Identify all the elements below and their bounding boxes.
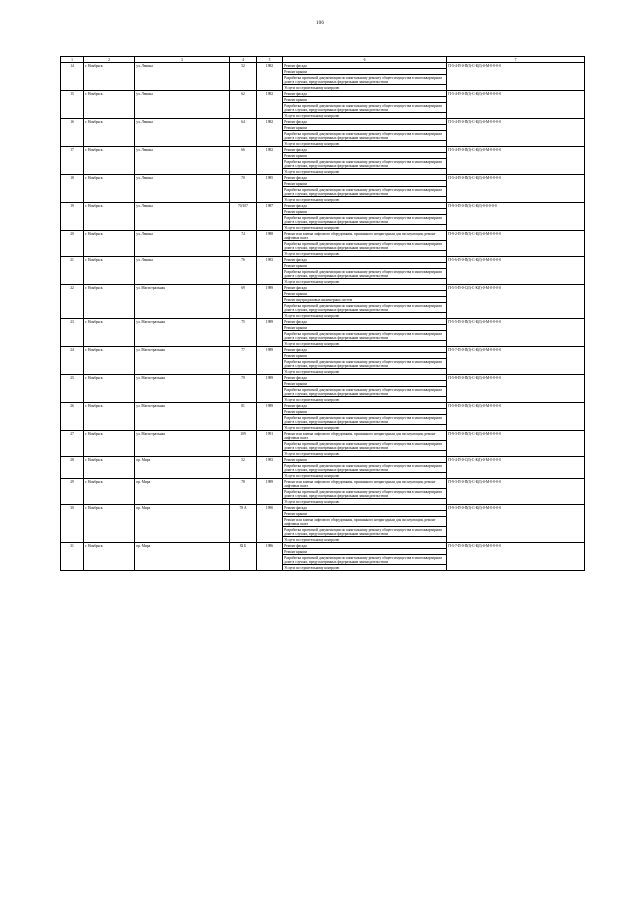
work-type-cell: Ремонт крыши xyxy=(283,69,447,75)
work-type-cell: Ремонт фасада xyxy=(283,403,447,409)
year-cell: 1989 xyxy=(257,319,283,347)
work-type-cell: Услуги по строительному контролю xyxy=(283,225,447,231)
work-type-cell: Услуги по строительному контролю xyxy=(283,85,447,91)
work-type-cell: Услуги по строительному контролю xyxy=(283,565,447,571)
work-type-cell: Ремонт крыши xyxy=(283,181,447,187)
work-type-cell: Разработка проектной документации по капитальному ремонту общего имущества в многоквартирном доме в случаях, предусмотренных федеральным законодательством xyxy=(283,159,447,169)
column-header: 1 xyxy=(61,57,84,63)
work-type-cell: Разработка проектной документации по капитальному ремонту общего имущества в многоквартирном доме в случаях, предусмотренных федеральным законодательством xyxy=(283,555,447,565)
work-type-cell: Разработка проектной документации по капитальному ремонту общего имущества в многоквартирном доме в случаях, предусмотренных федеральным законодательством xyxy=(283,441,447,451)
house-number-cell: 76 xyxy=(230,257,257,285)
street-cell: ул. Магистральная xyxy=(135,319,230,347)
work-type-cell: Ремонт крыши xyxy=(283,97,447,103)
row-number-cell: 27 xyxy=(61,431,84,457)
work-type-cell: Разработка проектной документации по капитальному ремонту общего имущества в многоквартирном доме в случаях, предусмотренных федеральным законодательством xyxy=(283,215,447,225)
house-number-cell: 64 xyxy=(230,119,257,147)
work-code-cell: П-5-7-П-0-П(І)-С-К(І)-0-М-0-0-0-0 xyxy=(447,347,585,375)
city-cell: г. Ноябрьск xyxy=(84,63,135,91)
work-code-cell: П-9-3-П-0-П(І)-С-К(І)-0-0-0-0-0 xyxy=(447,203,585,231)
year-cell: 1983 xyxy=(257,457,283,479)
house-number-cell: 74 xyxy=(230,231,257,257)
year-cell: 1986 xyxy=(257,543,283,571)
work-type-cell: Услуги по строительному контролю xyxy=(283,341,447,347)
work-type-cell: Ремонт или замена лифтового оборудования, признанного непригодным для эксплуатации, ремонт лифтовых шахт xyxy=(283,517,447,527)
work-type-cell: Услуги по строительному контролю xyxy=(283,473,447,479)
work-type-cell: Услуги по строительному контролю xyxy=(283,279,447,285)
work-type-cell: Ремонт фасада xyxy=(283,175,447,181)
work-type-cell: Услуги по строительному контролю xyxy=(283,369,447,375)
city-cell: г. Ноябрьск xyxy=(84,375,135,403)
year-cell: 1983 xyxy=(257,257,283,285)
row-number-cell: 14 xyxy=(61,63,84,91)
street-cell: ул. Ленина xyxy=(135,203,230,231)
row-number-cell: 20 xyxy=(61,231,84,257)
house-number-cell: 78 xyxy=(230,479,257,505)
house-number-cell: 109 xyxy=(230,431,257,457)
year-cell: 1991 xyxy=(257,431,283,457)
work-type-cell: Услуги по строительному контролю xyxy=(283,251,447,257)
street-cell: ул. Ленина xyxy=(135,91,230,119)
work-type-cell: Разработка проектной документации по капитальному ремонту общего имущества в многоквартирном доме в случаях, предусмотренных федеральным законодательством xyxy=(283,241,447,251)
work-type-cell: Разработка проектной документации по капитальному ремонту общего имущества в многоквартирном доме в случаях, предусмотренных федеральным законодательством xyxy=(283,489,447,499)
work-type-cell: Разработка проектной документации по капитальному ремонту общего имущества в многоквартирном доме в случаях, предусмотренных федеральным законодательством xyxy=(283,387,447,397)
row-number-cell: 26 xyxy=(61,403,84,431)
work-type-cell: Ремонт фасада xyxy=(283,203,447,209)
street-cell: пр. Мира xyxy=(135,543,230,571)
house-number-cell: 70 xyxy=(230,175,257,203)
house-number-cell: 77 xyxy=(230,347,257,375)
work-type-cell: Услуги по строительному контролю xyxy=(283,397,447,403)
street-cell: ул. Ленина xyxy=(135,231,230,257)
work-type-cell: Ремонт крыши xyxy=(283,325,447,331)
row-number-cell: 24 xyxy=(61,347,84,375)
work-type-cell: Ремонт крыши xyxy=(283,153,447,159)
table-row xyxy=(61,431,585,441)
row-number-cell: 19 xyxy=(61,203,84,231)
column-header: 5 xyxy=(257,57,283,63)
work-type-cell: Разработка проектной документации по капитальному ремонту общего имущества в многоквартирном доме в случаях, предусмотренных федеральным законодательством xyxy=(283,269,447,279)
street-cell: ул. Ленина xyxy=(135,119,230,147)
house-number-cell: 52 xyxy=(230,457,257,479)
work-type-cell: Разработка проектной документации по капитальному ремонту общего имущества в многоквартирном доме в случаях, предусмотренных федеральным законодательством xyxy=(283,303,447,313)
row-number-cell: 29 xyxy=(61,479,84,505)
work-type-cell: Ремонт фасада xyxy=(283,543,447,549)
work-code-cell: П-9-2-П-0-П(І)-С-К(І)-0-М-0-0-0-0 xyxy=(447,231,585,257)
year-cell: 1988 xyxy=(257,231,283,257)
work-code-cell: П-9-3-П-0-П(І)-С-К(І)-0-М-0-0-0-0 xyxy=(447,479,585,505)
house-number-cell: 78 А xyxy=(230,505,257,543)
city-cell: г. Ноябрьск xyxy=(84,347,135,375)
work-type-cell: Ремонт или замена лифтового оборудования, признанного непригодным для эксплуатации, ремонт лифтовых шахт xyxy=(283,231,447,241)
work-type-cell: Ремонт фасада xyxy=(283,147,447,153)
capital-repair-table xyxy=(60,56,585,571)
work-code-cell: П-5-8-П-0-П(І)-С-К(І)-0-М-0-0-0-0 xyxy=(447,375,585,403)
street-cell: ул. Магистральная xyxy=(135,431,230,457)
work-type-cell: Ремонт крыши xyxy=(283,549,447,555)
work-type-cell: Разработка проектной документации по капитальному ремонту общего имущества в многоквартирном доме в случаях, предусмотренных федеральным законодательством xyxy=(283,463,447,473)
work-type-cell: Ремонт фасада xyxy=(283,375,447,381)
work-type-cell: Разработка проектной документации по капитальному ремонту общего имущества в многоквартирном доме в случаях, предусмотренных федеральным законодательством xyxy=(283,103,447,113)
street-cell: ул. Ленина xyxy=(135,63,230,91)
work-code-cell: П-5-8-П-0-П(І)-С-К(І)-0-М-0-0-0-0 xyxy=(447,403,585,431)
city-cell: г. Ноябрьск xyxy=(84,403,135,431)
city-cell: г. Ноябрьск xyxy=(84,91,135,119)
work-type-cell: Услуги по строительному контролю xyxy=(283,313,447,319)
row-number-cell: 18 xyxy=(61,175,84,203)
city-cell: г. Ноябрьск xyxy=(84,175,135,203)
work-code-cell: П-5-7-П-0-П(І)-С-К(І)-0-М-0-0-0-0 xyxy=(447,543,585,571)
work-code-cell: П-9-3-П-0-П(І)-С-К(І)-0-М-0-0-0-0 xyxy=(447,431,585,457)
house-number-cell: 70/107 xyxy=(230,203,257,231)
work-type-cell: Ремонт крыши xyxy=(283,209,447,215)
page-number: 106 xyxy=(315,21,325,26)
row-number-cell: 17 xyxy=(61,147,84,175)
work-code-cell: П-5-4-П-0-П(І)-С-К(І)-0-М-0-0-0-0 xyxy=(447,175,585,203)
work-type-cell: Услуги по строительному контролю xyxy=(283,499,447,505)
work-type-cell: Ремонт или замена лифтового оборудования, признанного непригодным для эксплуатации, ремонт лифтовых шахт xyxy=(283,479,447,489)
house-number-cell: 69 xyxy=(230,285,257,319)
table-row xyxy=(61,479,585,489)
work-type-cell: Услуги по строительному контролю xyxy=(283,141,447,147)
house-number-cell: 52 xyxy=(230,63,257,91)
year-cell: 1982 xyxy=(257,91,283,119)
row-number-cell: 21 xyxy=(61,257,84,285)
work-code-cell: П-5-4-П-0-П(І)-С-К(І)-0-М-0-0-0-0 xyxy=(447,119,585,147)
street-cell: ул. Ленина xyxy=(135,147,230,175)
column-header: 3 xyxy=(135,57,230,63)
work-type-cell: Ремонт крыши xyxy=(283,409,447,415)
street-cell: пр. Мира xyxy=(135,479,230,505)
street-cell: пр. Мира xyxy=(135,505,230,543)
work-type-cell: Разработка проектной документации по капитальному ремонту общего имущества в многоквартирном доме в случаях, предусмотренных федеральным законодательством xyxy=(283,331,447,341)
year-cell: 1982 xyxy=(257,63,283,91)
street-cell: ул. Магистральная xyxy=(135,347,230,375)
work-code-cell: П-5-6-П-0-П(І)-С-К(І)-0-М-0-0-0-0 xyxy=(447,257,585,285)
street-cell: ул. Магистральная xyxy=(135,285,230,319)
work-type-cell: Разработка проектной документации по капитальному ремонту общего имущества в многоквартирном доме в случаях, предусмотренных федеральным законодательством xyxy=(283,527,447,537)
street-cell: ул. Магистральная xyxy=(135,403,230,431)
work-type-cell: Ремонт фасада xyxy=(283,63,447,69)
row-number-cell: 28 xyxy=(61,457,84,479)
year-cell: 1990 xyxy=(257,505,283,543)
city-cell: г. Ноябрьск xyxy=(84,457,135,479)
work-type-cell: Ремонт фасада xyxy=(283,505,447,511)
work-type-cell: Услуги по строительному контролю xyxy=(283,451,447,457)
work-code-cell: П-5-4-П-0-П(І)-С-К(І)-0-М-0-0-0-0 xyxy=(447,63,585,91)
row-number-cell: 31 xyxy=(61,543,84,571)
city-cell: г. Ноябрьск xyxy=(84,119,135,147)
work-type-cell: Услуги по строительному контролю xyxy=(283,425,447,431)
row-number-cell: 22 xyxy=(61,285,84,319)
row-number-cell: 23 xyxy=(61,319,84,347)
city-cell: г. Ноябрьск xyxy=(84,203,135,231)
work-type-cell: Ремонт фасада xyxy=(283,347,447,353)
year-cell: 1989 xyxy=(257,403,283,431)
street-cell: ул. Магистральная xyxy=(135,375,230,403)
work-type-cell: Ремонт или замена лифтового оборудования, признанного непригодным для эксплуатации, ремонт лифтовых шахт xyxy=(283,431,447,441)
row-number-cell: 30 xyxy=(61,505,84,543)
work-code-cell: П-5-4-П-0-С(І)-С-К(І)-0-М-0-0-0-0 xyxy=(447,457,585,479)
year-cell: 1985 xyxy=(257,175,283,203)
year-cell: 1987 xyxy=(257,203,283,231)
city-cell: г. Ноябрьск xyxy=(84,257,135,285)
column-header: 6 xyxy=(283,57,447,63)
work-type-cell: Ремонт крыши xyxy=(283,457,447,463)
work-type-cell: Ремонт фасада xyxy=(283,257,447,263)
year-cell: 1989 xyxy=(257,347,283,375)
city-cell: г. Ноябрьск xyxy=(84,231,135,257)
house-number-cell: 62 xyxy=(230,91,257,119)
city-cell: г. Ноябрьск xyxy=(84,147,135,175)
year-cell: 1982 xyxy=(257,147,283,175)
work-type-cell: Услуги по строительному контролю xyxy=(283,113,447,119)
work-type-cell: Услуги по строительному контролю xyxy=(283,197,447,203)
work-code-cell: П-5-5-П-0-П(І)-С-К(І)-0-М-0-0-0-0 xyxy=(447,319,585,347)
work-type-cell: Ремонт крыши xyxy=(283,125,447,131)
column-header: 7 xyxy=(447,57,585,63)
row-number-cell: 16 xyxy=(61,119,84,147)
house-number-cell: 79 xyxy=(230,375,257,403)
city-cell: г. Ноябрьск xyxy=(84,319,135,347)
work-type-cell: Ремонт внутридомовых инженерных систем xyxy=(283,297,447,303)
city-cell: г. Ноябрьск xyxy=(84,505,135,543)
work-type-cell: Услуги по строительному контролю xyxy=(283,169,447,175)
work-type-cell: Ремонт крыши xyxy=(283,263,447,269)
column-header: 4 xyxy=(230,57,257,63)
work-type-cell: Ремонт крыши xyxy=(283,511,447,517)
work-type-cell: Ремонт фасада xyxy=(283,285,447,291)
table-row xyxy=(61,231,585,241)
house-number-cell: 81 xyxy=(230,403,257,431)
work-type-cell: Разработка проектной документации по капитальному ремонту общего имущества в многоквартирном доме в случаях, предусмотренных федеральным законодательством xyxy=(283,187,447,197)
work-code-cell: П-5-4-П-0-П(І)-С-К(І)-0-М-0-0-0-0 xyxy=(447,91,585,119)
year-cell: 1989 xyxy=(257,285,283,319)
work-type-cell: Разработка проектной документации по капитальному ремонту общего имущества в многоквартирном доме в случаях, предусмотренных федеральным законодательством xyxy=(283,359,447,369)
work-type-cell: Ремонт крыши xyxy=(283,381,447,387)
work-type-cell: Ремонт фасада xyxy=(283,319,447,325)
street-cell: ул. Ленина xyxy=(135,175,230,203)
row-number-cell: 15 xyxy=(61,91,84,119)
year-cell: 1989 xyxy=(257,375,283,403)
work-type-cell: Разработка проектной документации по капитальному ремонту общего имущества в многоквартирном доме в случаях, предусмотренных федеральным законодательством xyxy=(283,131,447,141)
row-number-cell: 25 xyxy=(61,375,84,403)
work-type-cell: Разработка проектной документации по капитальному ремонту общего имущества в многоквартирном доме в случаях, предусмотренных федеральным законодательством xyxy=(283,415,447,425)
house-number-cell: 66 xyxy=(230,147,257,175)
work-code-cell: П-5-4-П-0-П(І)-С-К(І)-0-М-0-0-0-0 xyxy=(447,147,585,175)
street-cell: ул. Ленина xyxy=(135,257,230,285)
work-code-cell: П-9-3-П-0-П(І)-С-К(І)-0-М-0-0-0-0 xyxy=(447,505,585,543)
city-cell: г. Ноябрьск xyxy=(84,543,135,571)
city-cell: г. Ноябрьск xyxy=(84,431,135,457)
work-type-cell: Услуги по строительному контролю xyxy=(283,537,447,543)
city-cell: г. Ноябрьск xyxy=(84,479,135,505)
work-type-cell: Ремонт крыши xyxy=(283,353,447,359)
column-header: 2 xyxy=(84,57,135,63)
house-number-cell: 82 Б xyxy=(230,543,257,571)
work-type-cell: Ремонт фасада xyxy=(283,91,447,97)
street-cell: пр. Мира xyxy=(135,457,230,479)
work-code-cell: П-5-5-П-0-С(І)-С-К(І)-0-М-0-0-0-0 xyxy=(447,285,585,319)
city-cell: г. Ноябрьск xyxy=(84,285,135,319)
house-number-cell: 75 xyxy=(230,319,257,347)
work-type-cell: Ремонт фасада xyxy=(283,119,447,125)
year-cell: 1989 xyxy=(257,479,283,505)
work-type-cell: Ремонт крыши xyxy=(283,291,447,297)
work-type-cell: Разработка проектной документации по капитальному ремонту общего имущества в многоквартирном доме в случаях, предусмотренных федеральным законодательством xyxy=(283,75,447,85)
year-cell: 1982 xyxy=(257,119,283,147)
